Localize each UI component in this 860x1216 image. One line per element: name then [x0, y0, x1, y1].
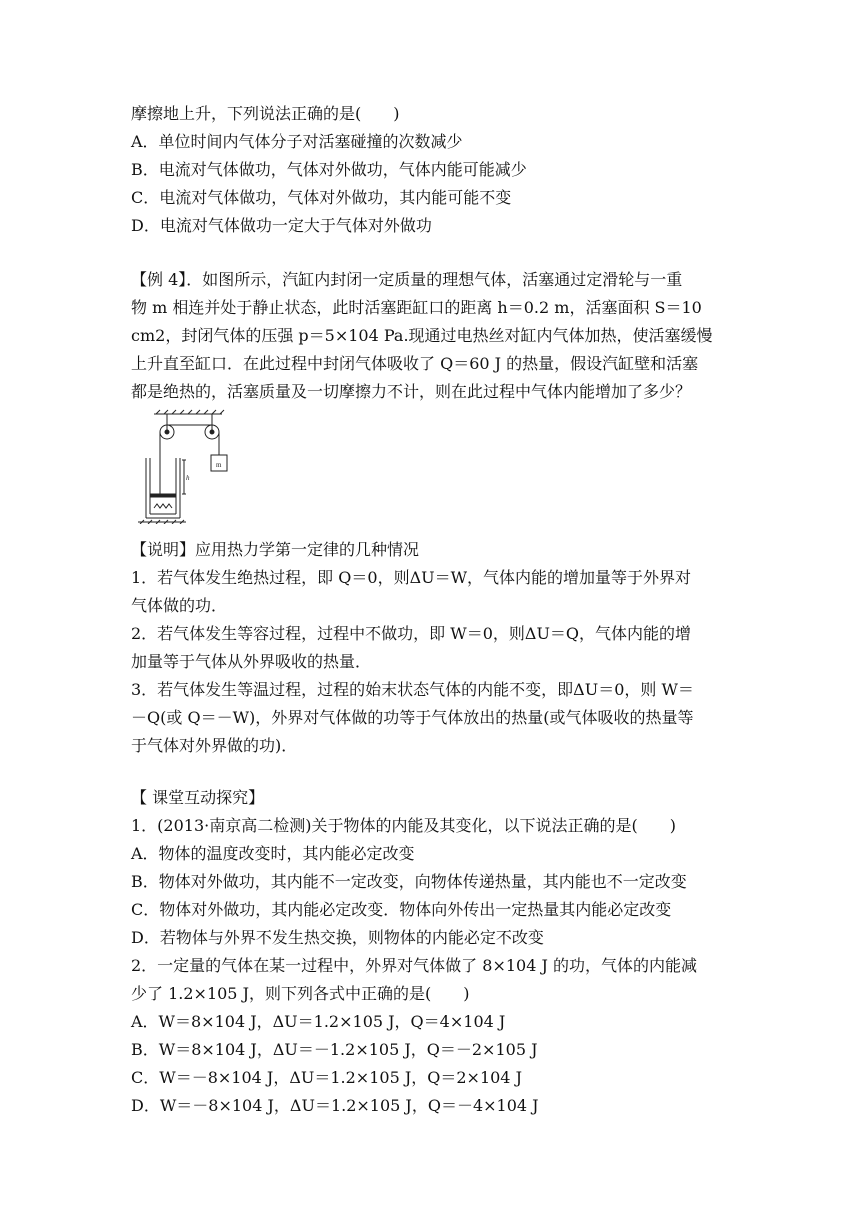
example4-line-5: 都是绝热的，活塞质量及一切摩擦力不计，则在此过程中气体内能增加了多少？ [131, 382, 692, 401]
classroom-q2-line-2: 少了 1.2×105 J，则下列各式中正确的是( ) [131, 984, 470, 1003]
classroom-q2-line-1: 2．一定量的气体在某一过程中，外界对气体做了 8×104 J 的功，气体的内能减 [131, 956, 697, 975]
height-label: h [186, 474, 190, 482]
classroom-q2-option-b: B．W＝8×104 J，ΔU＝－1.2×105 J，Q＝－2×105 J [131, 1040, 538, 1059]
classroom-q2-option-d: D．W＝－8×104 J，ΔU＝1.2×105 J，Q＝－4×104 J [131, 1096, 539, 1115]
classroom-q1: 1．(2013·南京高二检测)关于物体的内能及其变化，以下说法正确的是( ) [131, 816, 676, 835]
classroom-q2-option-a: A．W＝8×104 J，ΔU＝1.2×105 J，Q＝4×104 J [131, 1012, 506, 1031]
classroom-heading: 【 课堂互动探究】 [131, 788, 265, 807]
option-a: A．单位时间内气体分子对活塞碰撞的次数减少 [131, 132, 463, 151]
question-stem-tail: 摩擦地上升，下列说法正确的是( ) [131, 104, 400, 123]
explanation-line-6: －Q(或 Q＝－W)，外界对气体做的功等于气体放出的热量(或气体吸收的热量等 [131, 708, 694, 727]
option-d: D．电流对气体做功一定大于气体对外做功 [131, 216, 432, 235]
option-c: C．电流对气体做功，气体对外做功，其内能可能不变 [131, 188, 512, 207]
option-b: B．电流对气体做功，气体对外做功，气体内能可能减少 [131, 160, 527, 179]
cylinder-pulley-figure [136, 408, 236, 524]
example4-line-2: 物 m 相连并处于静止状态，此时活塞距缸口的距离 h＝0.2 m，活塞面积 S＝10 [131, 298, 702, 317]
explanation-line-5: 3．若气体发生等温过程，过程的始末状态气体的内能不变，即ΔU＝0，则 W＝ [131, 680, 694, 699]
mass-label: m [216, 461, 222, 469]
explanation-line-1: 1．若气体发生绝热过程，即 Q＝0，则ΔU＝W，气体内能的增加量等于外界对 [131, 568, 692, 587]
classroom-q1-option-d: D．若物体与外界不发生热交换，则物体的内能必定不改变 [131, 928, 544, 947]
example4-line-1: 【例 4】．如图所示，汽缸内封闭一定质量的理想气体，活塞通过定滑轮与一重 [131, 270, 683, 289]
explanation-line-4: 加量等于气体从外界吸收的热量． [131, 652, 372, 671]
explanation-line-2: 气体做的功． [131, 596, 228, 615]
classroom-q1-option-b: B．物体对外做功，其内能不一定改变，向物体传递热量，其内能也不一定改变 [131, 872, 687, 891]
explanation-heading: 【说明】应用热力学第一定律的几种情况 [131, 540, 420, 559]
classroom-q2-option-c: C．W＝－8×104 J，ΔU＝1.2×105 J，Q＝2×104 J [131, 1068, 522, 1087]
example4-line-3: cm2，封闭气体的压强 p＝5×104 Pa.现通过电热丝对缸内气体加热，使活塞缓慢 [131, 326, 713, 345]
explanation-line-3: 2．若气体发生等容过程，过程中不做功，即 W＝0，则ΔU＝Q，气体内能的增 [131, 624, 692, 643]
explanation-line-7: 于气体对外界做的功)． [131, 736, 298, 755]
example4-line-4: 上升直至缸口．在此过程中封闭气体吸收了 Q＝60 J 的热量，假设汽缸壁和活塞 [131, 354, 699, 373]
classroom-q1-option-c: C．物体对外做功，其内能必定改变．物体向外传出一定热量其内能必定改变 [131, 900, 672, 919]
classroom-q1-option-a: A．物体的温度改变时，其内能必定改变 [131, 844, 415, 863]
